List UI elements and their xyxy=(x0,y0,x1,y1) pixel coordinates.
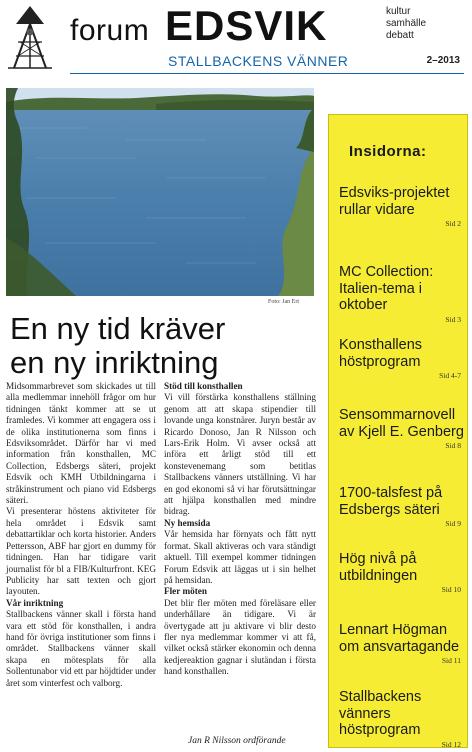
toc-item-label: Hög nivå på utbildningen xyxy=(339,551,418,584)
tagline-debatt: debatt xyxy=(386,30,414,41)
article-paragraph: Midsommarbrevet som skickades ut till alla medlemmar innehöll frågor om hur tidningen tänkt kommer att se ut framledes. Vi kommer att engagera oss i de olika institutionerna som finns i Edsviksområdet. Därför har vi med information från konsthallen, MC Collection, Edsbergs säteri, projekt Edsvik och KMH Utbildningarna i stråkinstrument och piano vid Edsbergs säteri. xyxy=(6,381,156,506)
toc-item-label: Stallbackens vänners höstprogram xyxy=(339,689,422,738)
photo-credit: Foto: Jan Ert xyxy=(268,299,299,305)
masthead-forum: forum xyxy=(70,14,150,47)
toc-item-page: Sid 4-7 xyxy=(439,371,461,380)
article-paragraph: Vår hemsida har förnyats och fått nytt format. Skall aktiveras och vara ständigt aktuell. Till exempel kommer tidningen Forum Edsvik att läggas ut i sin helhet på hemsidan. xyxy=(164,529,316,585)
toc-item-page: Sid 10 xyxy=(441,585,461,594)
section-heading-stod-till-konsthallen: Stöd till konsthallen xyxy=(164,381,243,391)
bell-tower-logo xyxy=(4,2,56,70)
toc-item-label: Lennart Högman om ansvartagande xyxy=(339,622,460,655)
publisher-name: STALLBACKENS VÄNNER xyxy=(168,53,349,69)
article-column-left xyxy=(6,381,156,689)
lake-photo xyxy=(6,88,314,296)
sidebar-title: Insidorna: xyxy=(349,143,427,160)
toc-item-lennart-hogman[interactable] xyxy=(339,622,465,665)
contents-sidebar xyxy=(328,114,468,748)
toc-item-stallbackens-hostprogram[interactable] xyxy=(339,689,465,749)
headline xyxy=(10,312,310,380)
toc-item-label: MC Collection: Italien-tema i oktober xyxy=(339,264,434,313)
toc-item-page: Sid 9 xyxy=(445,519,461,528)
header-divider xyxy=(70,73,464,74)
headline-line-1: En ny tid kräver xyxy=(10,311,226,346)
article-paragraph: Det blir fler möten med föreläsare eller underhållare än tidigare. Vi är övertygade att ju aktivare vi blir desto fler nya medlemmar kommer vi att få, vilket också stärker ekonomin och denna kedjereaktion gagnar i slutändan i första hand konsthallen. xyxy=(164,597,316,677)
tagline-samhalle: samhälle xyxy=(386,18,427,29)
toc-item-page: Sid 2 xyxy=(445,219,461,228)
toc-item-label: Sensommarnovell av Kjell E. Genberg xyxy=(339,407,464,440)
article-signature: Jan R Nilsson ordförande xyxy=(188,736,286,746)
toc-item-konsthallens-hostprogram[interactable] xyxy=(339,337,465,380)
masthead-subbar xyxy=(70,53,464,71)
toc-item-page: Sid 8 xyxy=(445,441,461,450)
masthead-edsvik: EDSVIK xyxy=(165,2,328,49)
toc-item-hog-niva[interactable] xyxy=(339,551,465,594)
toc-item-edsviksprojektet[interactable] xyxy=(339,185,465,228)
article-paragraph: Vi vill förstärka konsthallens ställning genom att att skapa stipendier till lovande unga konstnärer. Juryn består av Ricardo Donoso, Jan R Nilsson och Lars-Erik Holm. Vi avser också att införa ett årligt stöd till ett konstevenemang som betitlas Stallbackens vänners utställning. Vi har en god ekonomi så vi har förutsättningar att hjälpa konsthallen med mindre bidrag. xyxy=(164,392,316,517)
section-heading-var-inriktning: Vår inriktning xyxy=(6,597,64,608)
toc-item-1700-talsfest[interactable] xyxy=(339,485,465,528)
headline-line-2: en ny inriktning xyxy=(10,345,219,380)
article-column-middle xyxy=(164,381,316,678)
toc-item-mc-collection[interactable] xyxy=(339,264,465,324)
tagline-kultur: kultur xyxy=(386,6,411,17)
article-paragraph: Stallbackens vänner skall i första hand vara ett stöd för konsthallen, i andra hand för övriga institutioner som finns i området. Stallbackens vänner skall skapa en mötesplats för alla Sollentunabor vid ett par höjdtider under året som vinterfest och valborg. xyxy=(6,609,156,688)
toc-item-page: Sid 11 xyxy=(441,656,461,665)
toc-item-label: 1700-talsfest på Edsbergs säteri xyxy=(339,485,443,518)
toc-item-sensommarnovell[interactable] xyxy=(339,407,465,450)
issue-number: 2–2013 xyxy=(426,55,460,66)
section-heading-fler-moten: Fler möten xyxy=(164,586,207,597)
toc-item-page: Sid 12 xyxy=(441,739,461,749)
section-heading-ny-hemsida: Ny hemsida xyxy=(164,517,211,528)
article-paragraph: Vi presenterar höstens aktiviteter för hela området i Edsvik samt debattartiklar och korta historier. Anders Pettersson, ABF har gjort en dummy för tidningen. Han har tidigare varit journalist för bl a FIB/Kulturfront. KEG Publicity har satt texten och gjort layouten. xyxy=(6,506,156,597)
toc-item-label: Konsthallens höstprogram xyxy=(339,337,423,370)
masthead-tagline xyxy=(386,6,426,42)
toc-item-page: Sid 3 xyxy=(445,314,461,324)
toc-item-label: Edsviks-projektet rullar vidare xyxy=(339,185,450,218)
